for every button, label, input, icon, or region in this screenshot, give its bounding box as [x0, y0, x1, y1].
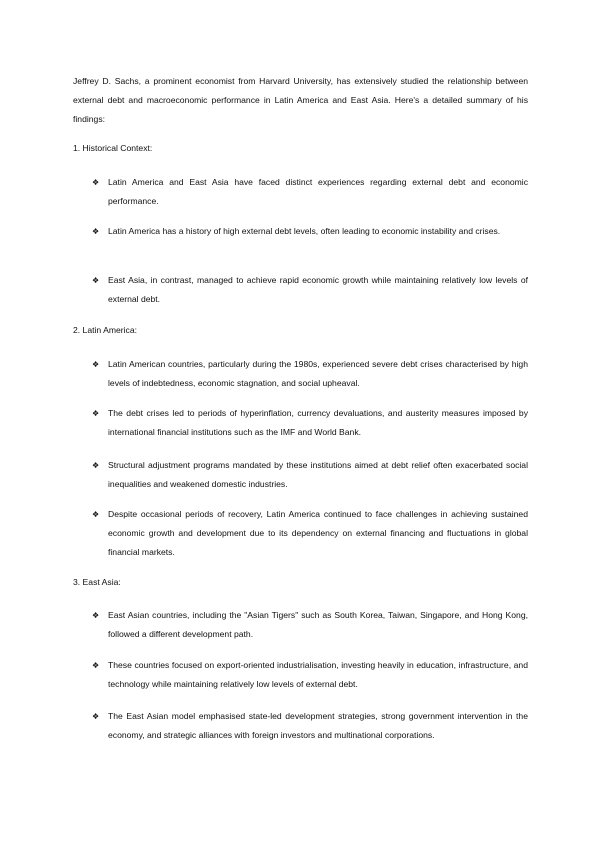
list-item — [92, 456, 528, 494]
list-item — [92, 606, 528, 644]
list-item-text: The East Asian model emphasised state-led development strategies, strong government intervention in the economy, and strategic alliances with foreign investors and multinational corporations. — [108, 711, 528, 740]
list-item — [92, 505, 528, 562]
list-item-text: East Asian countries, including the "Asian Tigers" such as South Korea, Taiwan, Singapore, and Hong Kong, followed a different development path. — [108, 610, 528, 639]
list-item-text: These countries focused on export-oriented industrialisation, investing heavily in education, infrastructure, and technology while maintaining relatively low levels of external debt. — [108, 660, 528, 689]
section-heading-latin-america: 2. Latin America: — [73, 325, 138, 335]
list-item-text: Despite occasional periods of recovery, Latin America continued to face challenges in achieving sustained economic growth and development due to its dependency on external financing and fluctuations in global financial markets. — [108, 509, 528, 557]
section-heading-historical-context: 1. Historical Context: — [73, 143, 153, 153]
diamond-bullet-icon: ❖ — [92, 227, 100, 236]
list-item — [92, 656, 528, 694]
intro-paragraph: Jeffrey D. Sachs, a prominent economist from Harvard University, has extensively studied the relationship between external debt and macroeconomic performance in Latin America and East Asia. Here's a detailed summary of his findings: — [73, 76, 528, 124]
list-item-text: Latin America has a history of high external debt levels, often leading to economic instability and crises. — [108, 226, 501, 236]
list-item-text: The debt crises led to periods of hyperinflation, currency devaluations, and austerity measures imposed by international financial institutions such as the IMF and World Bank. — [108, 408, 528, 437]
diamond-bullet-icon: ❖ — [92, 712, 100, 721]
list-item-text: Latin America and East Asia have faced distinct experiences regarding external debt and economic performance. — [108, 177, 528, 206]
list-item-text: Latin American countries, particularly during the 1980s, experienced severe debt crises characterised by high levels of indebtedness, economic stagnation, and social upheaval. — [108, 359, 528, 388]
diamond-bullet-icon: ❖ — [92, 461, 100, 470]
diamond-bullet-icon: ❖ — [92, 360, 100, 369]
diamond-bullet-icon: ❖ — [92, 510, 100, 519]
list-item — [92, 271, 528, 309]
diamond-bullet-icon: ❖ — [92, 409, 100, 418]
diamond-bullet-icon: ❖ — [92, 178, 100, 187]
list-item — [92, 707, 528, 745]
list-item — [92, 355, 528, 393]
list-item — [92, 404, 528, 442]
list-item — [92, 222, 528, 241]
list-item-text: Structural adjustment programs mandated by these institutions aimed at debt relief often exacerbated social inequalities and weakened domestic industries. — [108, 460, 528, 489]
section-heading-east-asia: 3. East Asia: — [73, 577, 121, 587]
list-item — [92, 173, 528, 211]
diamond-bullet-icon: ❖ — [92, 611, 100, 620]
diamond-bullet-icon: ❖ — [92, 661, 100, 670]
diamond-bullet-icon: ❖ — [92, 276, 100, 285]
list-item-text: East Asia, in contrast, managed to achieve rapid economic growth while maintaining relatively low levels of external debt. — [108, 275, 528, 304]
